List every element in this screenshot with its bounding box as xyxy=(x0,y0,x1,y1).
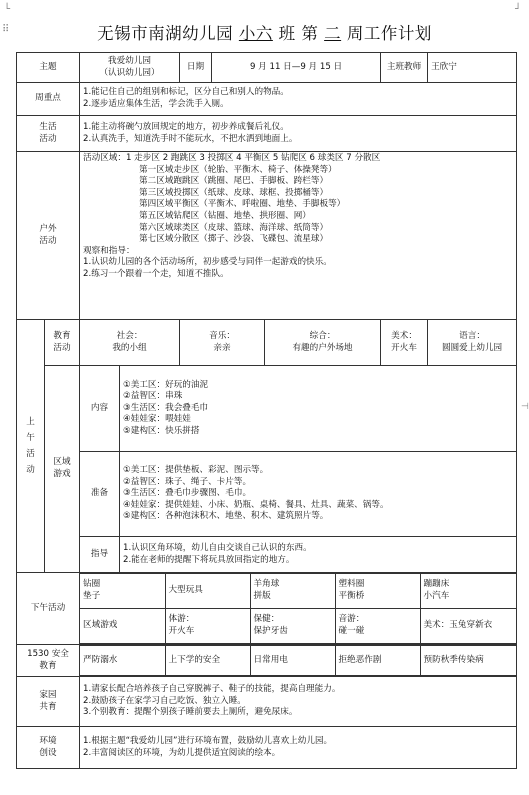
edu-topic: 亲亲 xyxy=(213,342,231,353)
area-prep-row xyxy=(17,452,517,537)
focus-line: 2.逐步适应集体生活，学会洗手入厕。 xyxy=(83,99,229,109)
content-item: ⑤建构区：快乐拼搭 xyxy=(123,425,200,436)
theme-cell xyxy=(80,53,180,83)
afternoon-cell xyxy=(165,574,250,609)
morning-label-3: 活 xyxy=(26,449,35,459)
outdoor-label xyxy=(17,152,80,320)
outdoor-zone: 第三区域投掷区（纸球、皮球、球框、投掷桶等） xyxy=(139,187,329,198)
afternoon-item: 体游： xyxy=(168,614,195,625)
environment-line: 2.丰富阅读区的环境，为幼儿提供适宜阅读的绘本。 xyxy=(83,747,281,758)
safety-item: 上下学的安全 xyxy=(165,646,250,676)
area-label-2: 游戏 xyxy=(53,469,71,479)
edu-art xyxy=(381,320,428,366)
afternoon-cell xyxy=(250,574,335,609)
afternoon-cell xyxy=(80,574,165,609)
family-line: 2.鼓励孩子在家学习自己吃饭、独立入睡。 xyxy=(83,695,246,706)
outdoor-label-1: 户外 xyxy=(39,223,57,234)
morning-label xyxy=(17,320,45,573)
content-item: ②益智区：串珠 xyxy=(123,391,183,402)
family-line: 1.请家长配合培养孩子自己穿脱裤子、鞋子的技能，提高自理能力。 xyxy=(83,684,341,695)
edu-topic: 圆圆爱上幼儿园 xyxy=(441,342,503,353)
afternoon-row-2 xyxy=(80,609,517,644)
safety-item: 预防秋季传染病 xyxy=(420,646,517,676)
page-corner-mark-right-icon: ┘ xyxy=(515,4,522,15)
afternoon-item: 区域游戏 xyxy=(83,620,118,631)
afternoon-item: 蹦蹦床 xyxy=(423,579,450,590)
afternoon-item: 美术：玉兔穿新衣 xyxy=(423,620,493,631)
date-label: 日期 xyxy=(180,53,212,83)
focus-line: 1.能记住自己的组别和标记，区分自己和别人的物品。 xyxy=(83,87,289,98)
environment-label xyxy=(17,727,80,769)
edu-subject: 美术： xyxy=(391,330,417,341)
teacher-value: 王欣宁 xyxy=(428,53,517,83)
edu-topic: 有趣的户外场地 xyxy=(292,342,353,353)
outdoor-zone: 第六区域球类区（皮球、篮球、海洋球、纸筒等） xyxy=(139,222,329,233)
area-guide xyxy=(120,537,517,573)
life-label xyxy=(17,116,80,152)
environment-label-1: 环境 xyxy=(39,735,57,746)
morning-label-4: 动 xyxy=(26,465,35,475)
safety-item: 拒绝恶作剧 xyxy=(335,646,420,676)
family-label xyxy=(17,677,80,727)
afternoon-item: 大型玩具 xyxy=(168,585,203,596)
life-label-2: 活动 xyxy=(39,133,57,144)
afternoon-item: 拼版 xyxy=(253,591,271,601)
outdoor-zone: 第五区域钻爬区（钻圈、地垫、拱形圈、网） xyxy=(139,210,311,221)
area-guide-row xyxy=(17,537,517,573)
edu-language xyxy=(428,320,517,366)
afternoon-content xyxy=(80,573,517,645)
education-label xyxy=(45,320,80,366)
afternoon-cell xyxy=(335,574,420,609)
life-content xyxy=(80,116,517,152)
environment-line: 1.根据主题“我爱幼儿园”进行环境布置，鼓励幼儿喜欢上幼儿园。 xyxy=(83,735,333,746)
life-label-1: 生活 xyxy=(39,121,57,132)
edu-subject: 音乐： xyxy=(209,330,235,341)
afternoon-cell xyxy=(165,609,250,644)
afternoon-item: 碰一碰 xyxy=(338,626,365,636)
focus-content xyxy=(80,83,517,116)
safety-item: 日常用电 xyxy=(250,646,335,676)
edu-music xyxy=(180,320,265,366)
class-name: 小六 xyxy=(238,24,273,43)
area-content xyxy=(120,366,517,452)
afternoon-item: 平衡桥 xyxy=(338,591,365,601)
prep-item: ④娃娃家：提供娃娃、小床、奶瓶、桌椅、餐具、灶具、蔬菜、锅等。 xyxy=(123,499,389,510)
edu-topic: 我的小组 xyxy=(112,342,147,353)
family-content xyxy=(80,677,517,727)
content-item: ④娃娃家：喂娃娃 xyxy=(123,414,191,425)
guide-item: 1.认识区角环境，幼儿自由交谈自己认识的东西。 xyxy=(123,542,312,553)
date-value: 9 月 11 日—9 月 15 日 xyxy=(212,53,381,83)
scroll-marker-icon[interactable]: ⊣ xyxy=(521,402,529,412)
edu-topic: 开火车 xyxy=(391,342,417,353)
focus-label: 周重点 xyxy=(17,83,80,116)
week-suffix: 周工作计划 xyxy=(346,24,432,43)
afternoon-cell xyxy=(80,609,165,644)
prep-item: ②益智区：珠子、绳子、卡片等。 xyxy=(123,476,252,487)
week-prefix: 第 xyxy=(301,24,319,43)
school-name: 无锡市南湖幼儿园 xyxy=(97,24,234,43)
week-number: 二 xyxy=(324,24,342,43)
afternoon-cell xyxy=(250,609,335,644)
afternoon-cell xyxy=(420,574,517,609)
edu-subject: 社会： xyxy=(116,330,143,341)
afternoon-row-1 xyxy=(80,574,517,609)
afternoon-label: 下午活动 xyxy=(17,573,80,645)
drag-handle-icon[interactable]: ⠿ xyxy=(2,24,10,35)
edu-subject: 语言： xyxy=(459,330,485,341)
content-item: ③生活区：我会叠毛巾 xyxy=(123,402,209,413)
life-row xyxy=(17,116,517,152)
content-label: 内容 xyxy=(80,366,120,452)
teacher-label: 主班教师 xyxy=(381,53,428,83)
area-label-1: 区域 xyxy=(53,457,71,468)
afternoon-cell xyxy=(335,609,420,644)
outdoor-label-2: 活动 xyxy=(39,235,57,246)
safety-label-2: 教育 xyxy=(39,660,57,671)
family-label-2: 共育 xyxy=(39,701,57,712)
header-row xyxy=(17,53,517,83)
afternoon-item: 开火车 xyxy=(168,626,195,636)
guidance-title: 观察和指导： xyxy=(83,245,135,256)
area-label xyxy=(45,366,80,573)
safety-content xyxy=(80,645,517,677)
family-line: 3.个别教育：提醒个别孩子睡前要去上厕所，避免尿床。 xyxy=(83,707,298,718)
outdoor-intro: 活动区域：1 走步区 2 跑跳区 3 投掷区 4 平衡区 5 钻爬区 6 球类区 7 分散区 xyxy=(83,153,381,163)
page-corner-mark-icon: └ xyxy=(4,4,11,15)
afternoon-item: 羊角球 xyxy=(253,579,280,590)
family-row xyxy=(17,677,517,727)
edu-subject: 综合： xyxy=(309,330,336,341)
afternoon-item: 音游： xyxy=(338,614,365,625)
area-prep xyxy=(120,452,517,537)
class-suffix: 班 xyxy=(278,24,296,43)
edu-comprehensive xyxy=(265,320,381,366)
outdoor-content xyxy=(80,152,517,320)
family-label-1: 家园 xyxy=(39,689,57,700)
afternoon-grid xyxy=(80,573,517,644)
safety-row xyxy=(17,645,517,677)
environment-content xyxy=(80,727,517,769)
life-line: 2.认真洗手，知道洗手时不能玩水，不把水洒到地面上。 xyxy=(83,133,298,144)
prep-item: ⑤建构区：各种泡沫积木、地垫、积木、建筑照片等。 xyxy=(123,511,329,522)
guide-item: 2.能在老师的提醒下将玩具放回指定的地方。 xyxy=(123,554,295,565)
education-label-1: 教育 xyxy=(53,330,71,341)
afternoon-item: 塑料圈 xyxy=(338,579,365,590)
afternoon-cell xyxy=(420,609,517,644)
theme-value: 我爱幼儿园 xyxy=(108,55,152,66)
safety-grid xyxy=(80,645,517,676)
outdoor-zone: 第一区域走步区（轮胎、平衡木、椅子、体操凳等） xyxy=(139,164,337,175)
safety-item: 严防溺水 xyxy=(80,646,165,676)
outdoor-zone: 第二区域跑跳区（跳圈、尾巴、手脚板、跨栏等） xyxy=(139,176,329,187)
guidance-line: 1.认识幼儿园的各个活动场所，初步感受与同伴一起游戏的快乐。 xyxy=(83,257,332,268)
education-row xyxy=(17,320,517,366)
outdoor-zone: 第七区域分散区（掷子、沙袋、飞碟包、流星球） xyxy=(139,234,329,245)
afternoon-item: 保健： xyxy=(253,614,280,625)
prep-item: ③生活区：叠毛巾步骤图、毛巾。 xyxy=(123,488,252,499)
afternoon-item: 小汽车 xyxy=(423,591,450,601)
safety-label xyxy=(17,645,80,677)
prep-label: 准备 xyxy=(80,452,120,537)
afternoon-row xyxy=(17,573,517,645)
prep-item: ①美工区：提供垫板、彩泥、图示等。 xyxy=(123,465,269,476)
area-content-row xyxy=(17,366,517,452)
safety-label-1: 1530 安全 xyxy=(27,648,69,659)
theme-label: 主题 xyxy=(17,53,80,83)
afternoon-item: 保护牙齿 xyxy=(253,626,288,636)
outdoor-row xyxy=(17,152,517,320)
environment-row xyxy=(17,727,517,769)
life-line: 1.能主动将碗勺放回规定的地方，初步养成餐后礼仪。 xyxy=(83,121,289,132)
afternoon-item: 钻圈 xyxy=(83,579,101,590)
education-label-2: 活动 xyxy=(53,342,71,353)
edu-social xyxy=(80,320,180,366)
guidance-line: 2.练习一个跟着一个走，知道不推队。 xyxy=(83,268,229,279)
morning-label-2: 午 xyxy=(26,433,35,443)
page-title xyxy=(0,20,529,44)
weekly-plan-table xyxy=(16,52,517,769)
environment-label-2: 创设 xyxy=(39,747,57,758)
guide-label: 指导 xyxy=(80,537,120,573)
focus-row xyxy=(17,83,517,116)
morning-label-1: 上 xyxy=(26,417,35,427)
afternoon-item: 垫子 xyxy=(83,591,101,601)
outdoor-zone: 第四区域平衡区（平衡木、呼啦圈、地垫、手脚板等） xyxy=(139,199,346,210)
theme-subtitle: （认识幼儿园） xyxy=(99,67,160,78)
content-item: ①美工区：好玩的油泥 xyxy=(123,379,209,390)
